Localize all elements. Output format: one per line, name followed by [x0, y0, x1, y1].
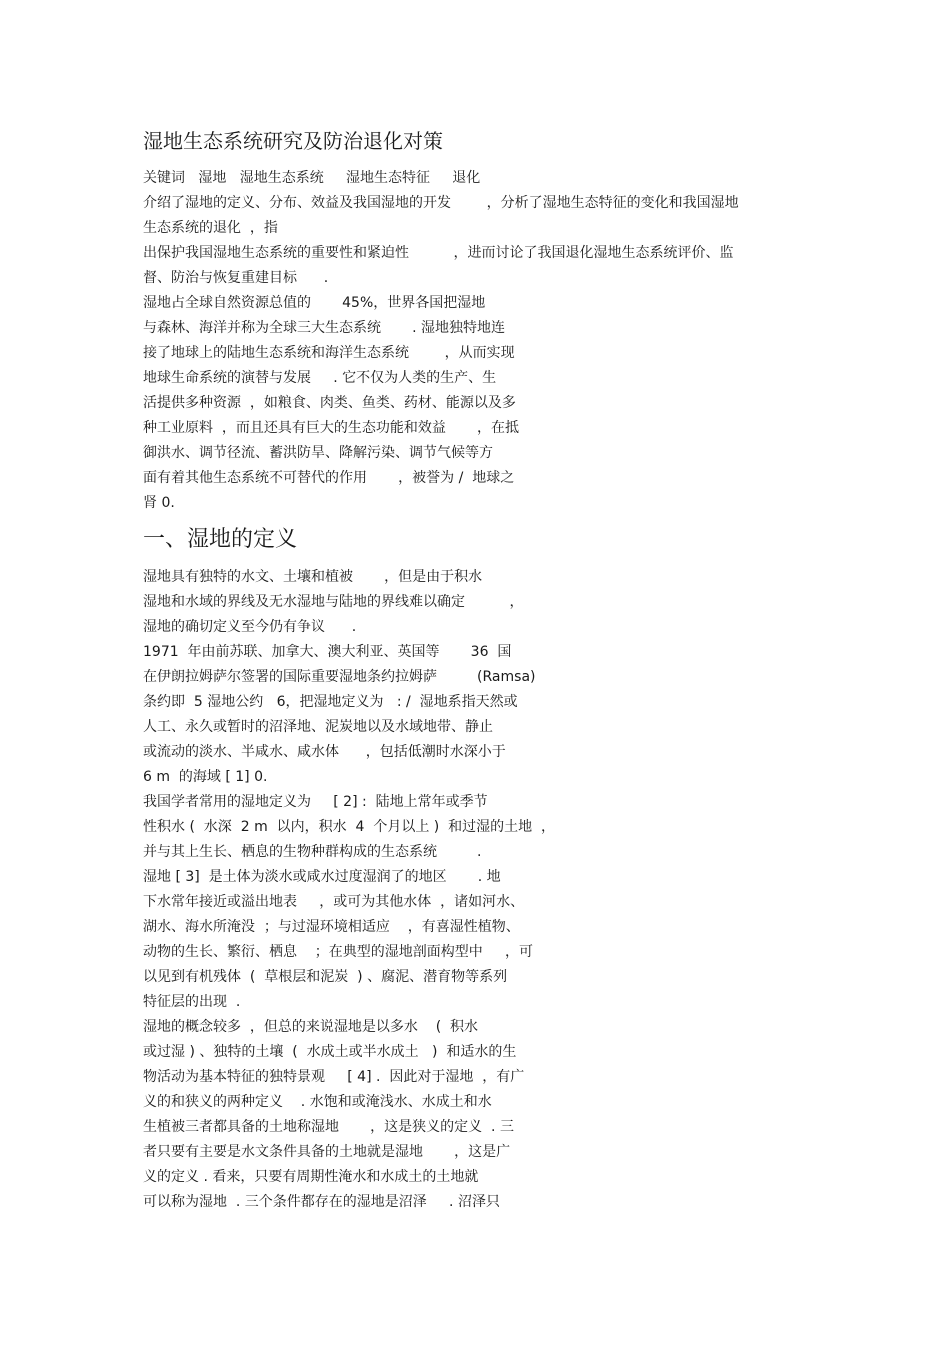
text-line: 动物的生长、繁衍、栖息 ；在典型的湿地剖面构型中 ，可: [143, 944, 534, 960]
definition-block: [143, 565, 823, 1215]
text-line: 介绍了湿地的定义、分布、效益及我国湿地的开发 ，分析了湿地生态特征的变化和我国湿地: [143, 195, 739, 211]
section-heading: 一、湿地的定义: [143, 527, 298, 552]
text-line: 并与其上生长、栖息的生物种群构成的生态系统 .: [143, 844, 482, 860]
text-line: 特征层的出现 .: [143, 994, 241, 1010]
document-title: 湿地生态系统研究及防治退化对策: [143, 129, 443, 153]
text-line: 接了地球上的陆地生态系统和海洋生态系统 ，从而实现: [143, 345, 515, 361]
text-line: 督、防治与恢复重建目标 .: [143, 270, 329, 286]
text-line: 湿地和水域的界线及无水湿地与陆地的界线难以确定 ，: [143, 594, 524, 610]
text-line: 条约即 5 湿地公约 6，把湿地定义为 : / 湿地系指天然或: [143, 694, 518, 710]
text-line: 活提供多种资源 ，如粮食、肉类、鱼类、药材、能源以及多: [143, 395, 516, 411]
text-line: 6 m 的海域 [ 1] 0.: [143, 769, 268, 785]
text-line: 人工、永久或暂时的沼泽地、泥炭地以及水域地带、静止: [143, 719, 493, 735]
text-line: 生态系统的退化 ，指: [143, 220, 278, 236]
text-line: 以见到有机残体 ( 草根层和泥炭 ) 、腐泥、潜育物等系列: [143, 969, 508, 985]
text-line: 湖水、海水所淹没 ；与过湿环境相适应 ，有喜湿性植物、: [143, 919, 520, 935]
abstract-block: [143, 166, 823, 516]
text-line: 义的和狭义的两种定义 . 水饱和或淹浅水、水成土和水: [143, 1094, 492, 1110]
text-line: 湿地具有独特的水文、土壤和植被 ，但是由于积水: [143, 569, 483, 585]
text-line: 我国学者常用的湿地定义为 [ 2] : 陆地上常年或季节: [143, 794, 488, 810]
text-line: 生植被三者都具备的土地称湿地 ，这是狭义的定义 . 三: [143, 1119, 514, 1135]
text-line: 出保护我国湿地生态系统的重要性和紧迫性 ，进而讨论了我国退化湿地生态系统评价、监: [143, 245, 734, 261]
text-line: 地球生命系统的演替与发展 . 它不仅为人类的生产、生: [143, 370, 497, 386]
text-line: 面有着其他生态系统不可替代的作用 ，被誉为 / 地球之: [143, 470, 515, 486]
text-line: 御洪水、调节径流、蓄洪防旱、降解污染、调节气候等方: [143, 445, 493, 461]
text-line: 肾 0.: [143, 495, 175, 511]
text-line: 与森林、海洋并称为全球三大生态系统 . 湿地独特地连: [143, 320, 506, 336]
text-line: 在伊朗拉姆萨尔签署的国际重要湿地条约拉姆萨 (Ramsa): [143, 669, 536, 685]
text-line: 湿地 [ 3] 是土体为淡水或咸水过度湿润了的地区 . 地: [143, 869, 501, 885]
text-line: 性积水 ( 水深 2 m 以内，积水 4 个月以上 ) 和过湿的土地 ，: [143, 819, 556, 835]
text-line: 或流动的淡水、半咸水、咸水体 ，包括低潮时水深小于: [143, 744, 506, 760]
text-line: 湿地的概念较多 ，但总的来说湿地是以多水 ( 积水: [143, 1019, 479, 1035]
text-line: 种工业原料 ，而且还具有巨大的生态功能和效益 ，在抵: [143, 420, 520, 436]
text-line: 湿地的确切定义至今仍有争议 .: [143, 619, 357, 635]
text-line: 下水常年接近或溢出地表 ，或可为其他水体 ，诸如河水、: [143, 894, 525, 910]
text-line: 关键词 湿地 湿地生态系统 湿地生态特征 退化: [143, 170, 481, 186]
text-line: 1971 年由前苏联、加拿大、澳大利亚、英国等 36 国: [143, 644, 512, 660]
text-line: 或过湿 ) 、独特的土壤 ( 水成土或半水成土 ) 和适水的生: [143, 1044, 517, 1060]
text-line: 者只要有主要是水文条件具备的土地就是湿地 ，这是广: [143, 1144, 511, 1160]
text-line: 义的定义 . 看来，只要有周期性淹水和水成土的土地就: [143, 1169, 479, 1185]
text-line: 湿地占全球自然资源总值的 45%，世界各国把湿地: [143, 295, 486, 311]
text-line: 物活动为基本特征的独特景观 [ 4] . 因此对于湿地 ，有广: [143, 1069, 525, 1085]
text-line: 可以称为湿地 . 三个条件都存在的湿地是沼泽 . 沼泽只: [143, 1194, 500, 1210]
